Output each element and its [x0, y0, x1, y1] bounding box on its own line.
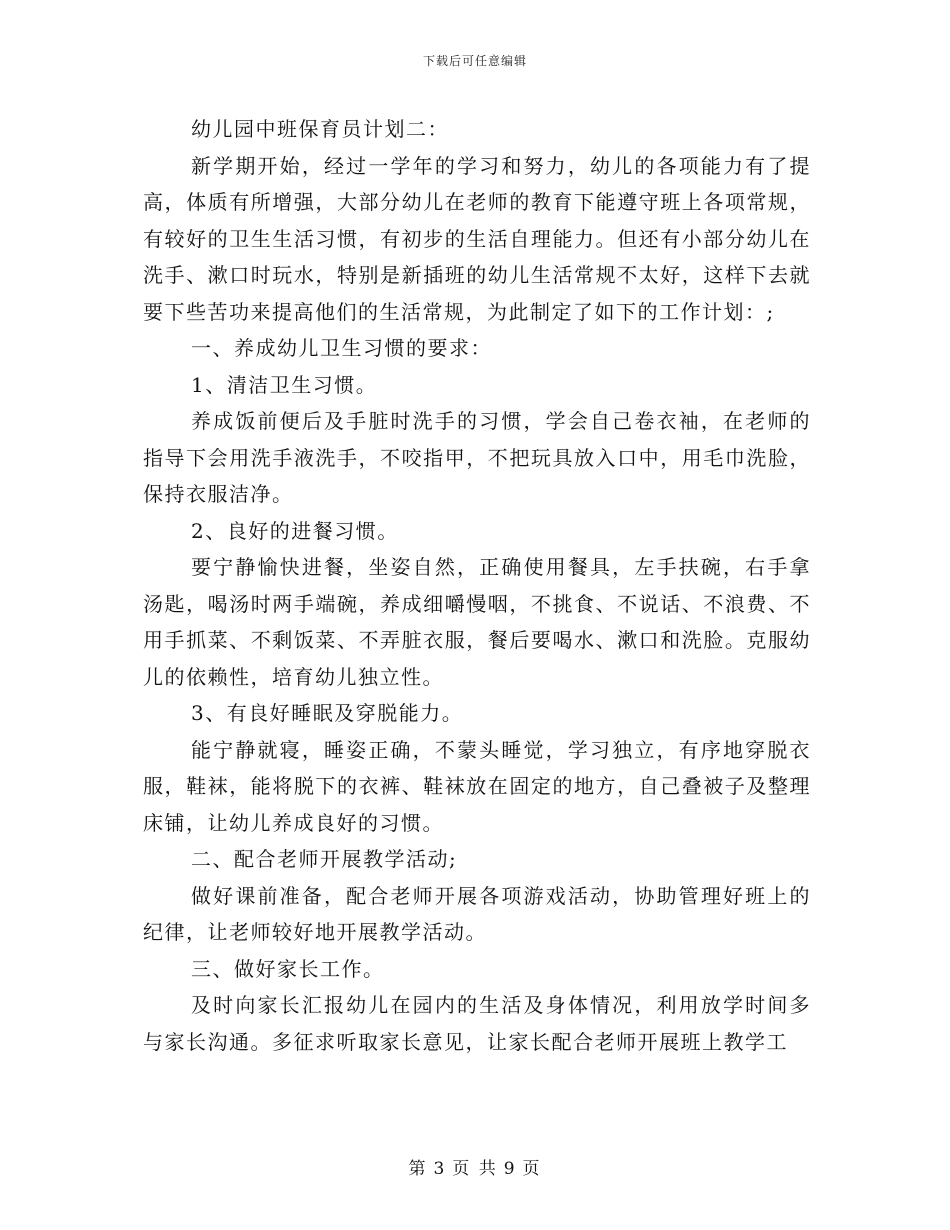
- paragraph-eating: 要宁静愉快进餐，坐姿自然，正确使用餐具，左手扶碗，右手拿汤匙，喝汤时两手端碗，养成细嚼慢咽，不挑食、不说话、不浪费、不用手抓菜、不剩饭菜、不弄脏衣服，餐后要喝水、漱口和洗脸。克服幼儿的依赖性，培育幼儿独立性。: [143, 555, 811, 689]
- document-body: [143, 111, 811, 1060]
- subheading-cleanliness: 1、清洁卫生习惯。: [191, 372, 378, 397]
- footer-middle: 页 共: [452, 1159, 498, 1179]
- footer-suffix: 页: [522, 1159, 542, 1179]
- section-title: 幼儿园中班保育员计划二：: [191, 117, 449, 141]
- page-header: 下载后可任意编辑: [422, 54, 527, 68]
- paragraph-sleeping: 能宁静就寝，睡姿正确，不蒙头睡觉，学习独立，有序地穿脱衣服，鞋袜，能将脱下的衣裤、鞋袜放在固定的地方，自己叠被子及整理床铺，让幼儿养成良好的习惯。: [143, 737, 811, 835]
- total-pages-number: 9: [503, 1159, 517, 1179]
- current-page-number: 3: [433, 1159, 447, 1179]
- subheading-eating: 2、良好的进餐习惯。: [191, 518, 399, 543]
- page-footer: [0, 1154, 950, 1179]
- paragraph-parent-work: 及时向家长汇报幼儿在园内的生活及身体情况，利用放学时间多与家长沟通。多征求听取家长意见，让家长配合老师开展班上教学工: [143, 993, 811, 1054]
- paragraph-cleanliness: 养成饭前便后及手脏时洗手的习惯，学会自己卷衣袖，在老师的指导下会用洗手液洗手，不咬指甲，不把玩具放入口中，用毛巾洗脸，保持衣服洁净。: [143, 409, 811, 506]
- heading-hygiene-habits: 一、养成幼儿卫生习惯的要求：: [191, 336, 492, 360]
- paragraph-teaching-activities: 做好课前准备，配合老师开展各项游戏活动，协助管理好班上的纪律，让老师较好地开展教学活动。: [143, 883, 811, 944]
- heading-parent-work: 三、做好家长工作。: [191, 956, 385, 981]
- footer-prefix: 第: [408, 1159, 428, 1179]
- heading-teaching-activities: 二、配合老师开展教学活动;: [191, 847, 458, 871]
- subheading-sleeping: 3、有良好睡眠及穿脱能力。: [191, 701, 464, 725]
- intro-paragraph: 新学期开始，经过一学年的学习和努力，幼儿的各项能力有了提高，体质有所增强，大部分幼儿在老师的教育下能遵守班上各项常规，有较好的卫生生活习惯，有初步的生活自理能力。但还有小部分幼儿在洗手、漱口时玩水，特别是新插班的幼儿生活常规不太好，这样下去就要下些苦功来提高他们的生活常规，为此制定了如下的工作计划：;: [143, 153, 811, 324]
